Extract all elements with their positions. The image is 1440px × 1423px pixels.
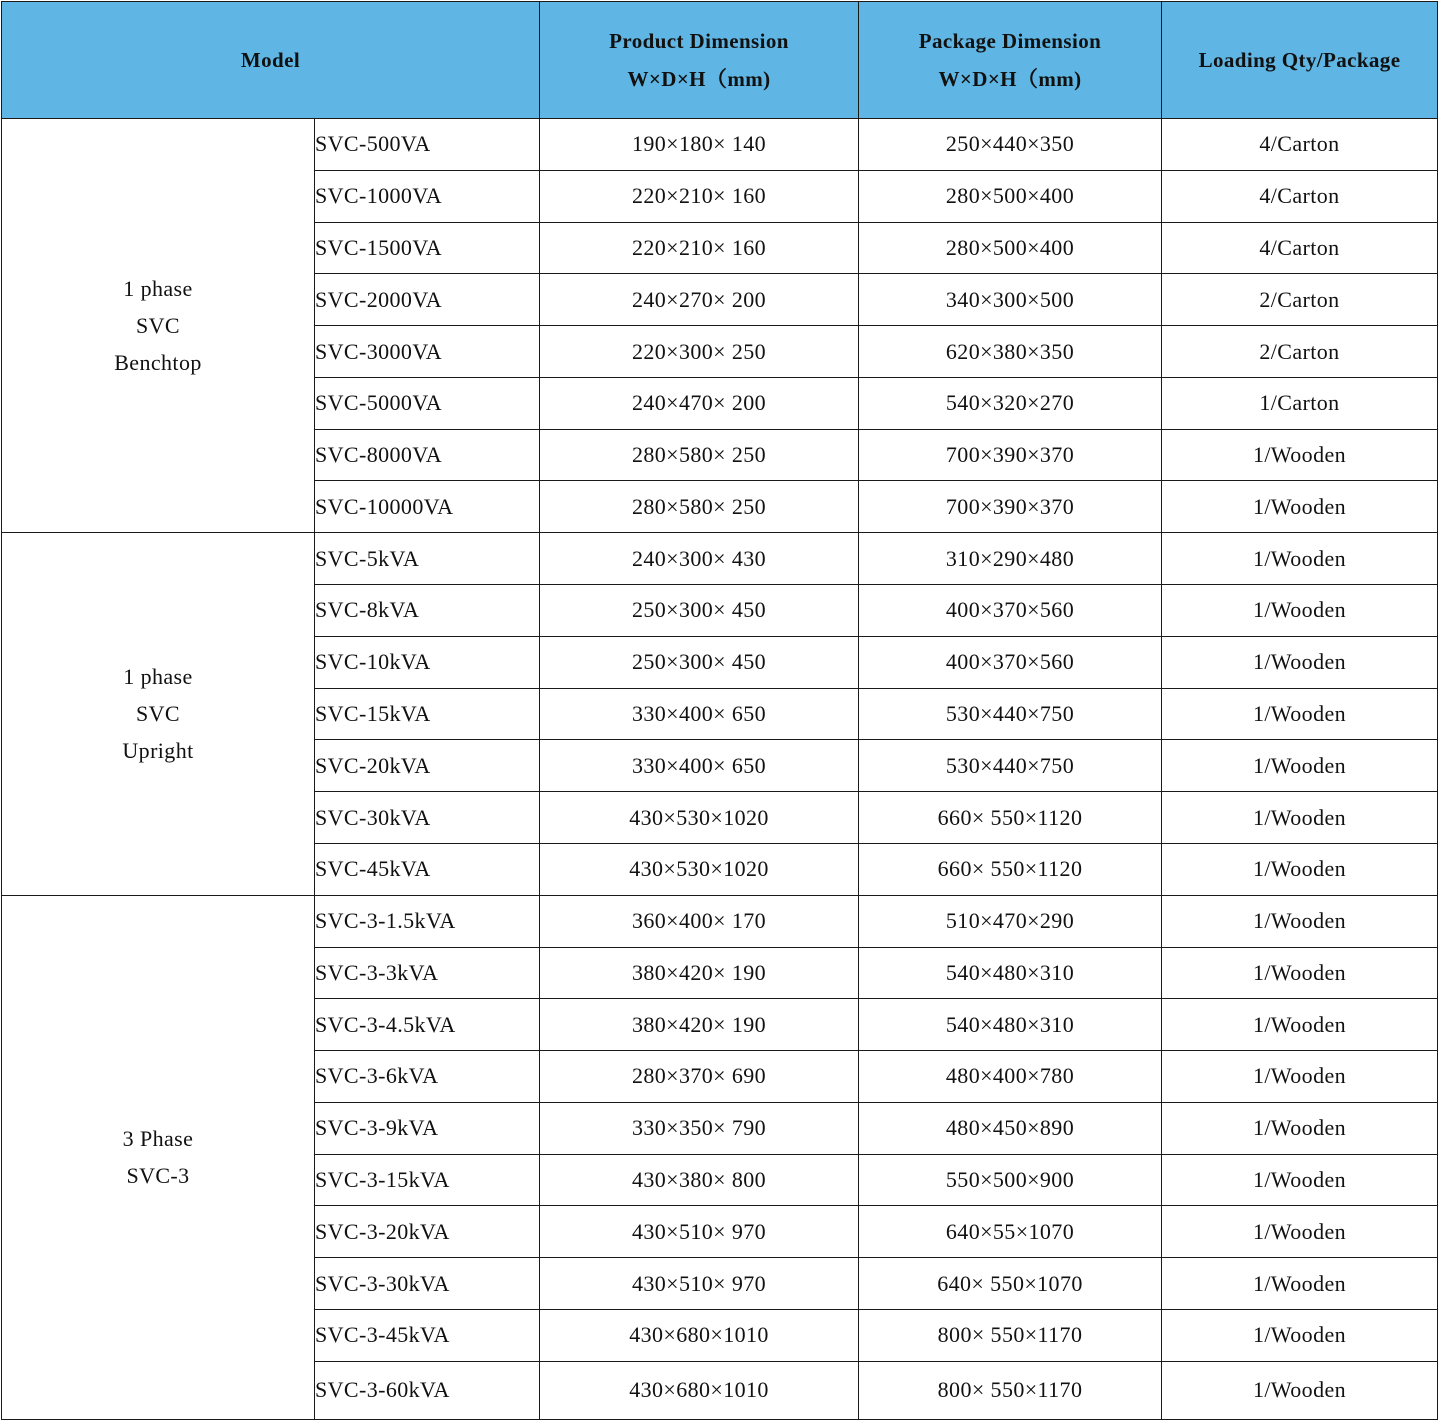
package-dimension-cell: 700×390×370: [859, 481, 1162, 533]
product-dimension-cell: 240×270× 200: [540, 274, 859, 326]
package-dimension-cell: 540×480×310: [859, 947, 1162, 999]
product-dimension-cell: 360×400× 170: [540, 895, 859, 947]
loading-qty-cell: 1/Wooden: [1162, 533, 1438, 585]
model-cell: SVC-10000VA: [315, 481, 540, 533]
loading-qty-cell: 1/Wooden: [1162, 1051, 1438, 1103]
package-dimension-cell: 400×370×560: [859, 636, 1162, 688]
product-dimension-cell: 220×210× 160: [540, 170, 859, 222]
header-package-dimension: [859, 2, 1162, 119]
package-dimension-cell: 530×440×750: [859, 688, 1162, 740]
group-label-line: SVC: [136, 313, 180, 339]
group-label-line: 3 Phase: [122, 1126, 194, 1152]
model-cell: SVC-1500VA: [315, 222, 540, 274]
model-cell: SVC-8kVA: [315, 585, 540, 637]
model-cell: SVC-3-20kVA: [315, 1206, 540, 1258]
loading-qty-cell: 1/Wooden: [1162, 1102, 1438, 1154]
product-spec-table: [1, 1, 1438, 1420]
product-dimension-cell: 430×380× 800: [540, 1154, 859, 1206]
group-label-line: Upright: [122, 738, 194, 764]
model-cell: SVC-3-15kVA: [315, 1154, 540, 1206]
group-label-cell: [2, 895, 315, 1419]
header-loading-qty: Loading Qty/Package: [1162, 2, 1438, 119]
loading-qty-cell: 1/Wooden: [1162, 792, 1438, 844]
model-cell: SVC-30kVA: [315, 792, 540, 844]
package-dimension-cell: 660× 550×1120: [859, 792, 1162, 844]
package-dimension-cell: 280×500×400: [859, 222, 1162, 274]
group-label-line: 1 phase: [123, 664, 193, 690]
loading-qty-cell: 1/Wooden: [1162, 429, 1438, 481]
product-dimension-cell: 280×370× 690: [540, 1051, 859, 1103]
product-dimension-cell: 330×400× 650: [540, 688, 859, 740]
group-label-cell: [2, 119, 315, 533]
loading-qty-cell: 1/Wooden: [1162, 481, 1438, 533]
product-dimension-cell: 250×300× 450: [540, 585, 859, 637]
model-cell: SVC-3-45kVA: [315, 1309, 540, 1361]
loading-qty-cell: 1/Wooden: [1162, 895, 1438, 947]
package-dimension-cell: 550×500×900: [859, 1154, 1162, 1206]
product-dimension-cell: 280×580× 250: [540, 481, 859, 533]
product-dimension-cell: 240×470× 200: [540, 377, 859, 429]
loading-qty-cell: 1/Wooden: [1162, 1206, 1438, 1258]
package-dimension-cell: 510×470×290: [859, 895, 1162, 947]
loading-qty-cell: 1/Wooden: [1162, 947, 1438, 999]
model-cell: SVC-8000VA: [315, 429, 540, 481]
loading-qty-cell: 1/Wooden: [1162, 1309, 1438, 1361]
loading-qty-cell: 1/Wooden: [1162, 1258, 1438, 1310]
model-cell: SVC-5000VA: [315, 377, 540, 429]
model-cell: SVC-20kVA: [315, 740, 540, 792]
model-cell: SVC-3-3kVA: [315, 947, 540, 999]
package-dimension-cell: 530×440×750: [859, 740, 1162, 792]
model-cell: SVC-5kVA: [315, 533, 540, 585]
loading-qty-cell: 1/Wooden: [1162, 636, 1438, 688]
product-dimension-cell: 430×530×1020: [540, 843, 859, 895]
model-cell: SVC-3-9kVA: [315, 1102, 540, 1154]
product-dimension-cell: 220×300× 250: [540, 326, 859, 378]
package-dimension-cell: 800× 550×1170: [859, 1361, 1162, 1419]
package-dimension-cell: 480×400×780: [859, 1051, 1162, 1103]
header-package-dimension-unit: W×D×H（mm): [938, 67, 1082, 91]
loading-qty-cell: 2/Carton: [1162, 326, 1438, 378]
loading-qty-cell: 1/Wooden: [1162, 688, 1438, 740]
loading-qty-cell: 1/Wooden: [1162, 999, 1438, 1051]
table-body: [2, 119, 1438, 1420]
header-package-dimension-title: Package Dimension: [918, 29, 1102, 53]
package-dimension-cell: 660× 550×1120: [859, 843, 1162, 895]
group-label-line: Benchtop: [114, 350, 202, 376]
package-dimension-cell: 540×480×310: [859, 999, 1162, 1051]
package-dimension-cell: 340×300×500: [859, 274, 1162, 326]
package-dimension-cell: 640× 550×1070: [859, 1258, 1162, 1310]
header-product-dimension-unit: W×D×H（mm): [627, 67, 771, 91]
product-dimension-cell: 430×680×1010: [540, 1361, 859, 1419]
loading-qty-cell: 1/Carton: [1162, 377, 1438, 429]
product-dimension-cell: 380×420× 190: [540, 999, 859, 1051]
model-cell: SVC-3-60kVA: [315, 1361, 540, 1419]
product-dimension-cell: 220×210× 160: [540, 222, 859, 274]
model-cell: SVC-3-30kVA: [315, 1258, 540, 1310]
group-label-cell: [2, 533, 315, 895]
package-dimension-cell: 540×320×270: [859, 377, 1162, 429]
model-cell: SVC-45kVA: [315, 843, 540, 895]
loading-qty-cell: 1/Wooden: [1162, 740, 1438, 792]
product-dimension-cell: 430×510× 970: [540, 1206, 859, 1258]
loading-qty-cell: 1/Wooden: [1162, 1361, 1438, 1419]
model-cell: SVC-2000VA: [315, 274, 540, 326]
product-dimension-cell: 240×300× 430: [540, 533, 859, 585]
loading-qty-cell: 1/Wooden: [1162, 1154, 1438, 1206]
model-cell: SVC-10kVA: [315, 636, 540, 688]
package-dimension-cell: 640×55×1070: [859, 1206, 1162, 1258]
loading-qty-cell: 2/Carton: [1162, 274, 1438, 326]
product-dimension-cell: 250×300× 450: [540, 636, 859, 688]
product-dimension-cell: 430×680×1010: [540, 1309, 859, 1361]
package-dimension-cell: 700×390×370: [859, 429, 1162, 481]
table-row: [2, 119, 1438, 171]
loading-qty-cell: 1/Wooden: [1162, 585, 1438, 637]
product-dimension-cell: 380×420× 190: [540, 947, 859, 999]
product-dimension-cell: 430×530×1020: [540, 792, 859, 844]
package-dimension-cell: 310×290×480: [859, 533, 1162, 585]
loading-qty-cell: 4/Carton: [1162, 222, 1438, 274]
product-dimension-cell: 330×400× 650: [540, 740, 859, 792]
package-dimension-cell: 250×440×350: [859, 119, 1162, 171]
model-cell: SVC-3-1.5kVA: [315, 895, 540, 947]
package-dimension-cell: 400×370×560: [859, 585, 1162, 637]
table-row: [2, 895, 1438, 947]
product-dimension-cell: 190×180× 140: [540, 119, 859, 171]
package-dimension-cell: 480×450×890: [859, 1102, 1162, 1154]
model-cell: SVC-1000VA: [315, 170, 540, 222]
loading-qty-cell: 4/Carton: [1162, 119, 1438, 171]
table-row: [2, 533, 1438, 585]
product-dimension-cell: 430×510× 970: [540, 1258, 859, 1310]
product-dimension-cell: 280×580× 250: [540, 429, 859, 481]
header-product-dimension-title: Product Dimension: [609, 29, 789, 53]
package-dimension-cell: 800× 550×1170: [859, 1309, 1162, 1361]
model-cell: SVC-3000VA: [315, 326, 540, 378]
header-model: Model: [2, 2, 540, 119]
header-product-dimension: [540, 2, 859, 119]
group-label-line: 1 phase: [123, 276, 193, 302]
model-cell: SVC-500VA: [315, 119, 540, 171]
loading-qty-cell: 4/Carton: [1162, 170, 1438, 222]
group-label-line: SVC-3: [126, 1163, 190, 1189]
model-cell: SVC-3-6kVA: [315, 1051, 540, 1103]
header-row: [2, 2, 1438, 119]
product-dimension-cell: 330×350× 790: [540, 1102, 859, 1154]
group-label-line: SVC: [136, 701, 180, 727]
package-dimension-cell: 280×500×400: [859, 170, 1162, 222]
model-cell: SVC-15kVA: [315, 688, 540, 740]
package-dimension-cell: 620×380×350: [859, 326, 1162, 378]
model-cell: SVC-3-4.5kVA: [315, 999, 540, 1051]
loading-qty-cell: 1/Wooden: [1162, 843, 1438, 895]
